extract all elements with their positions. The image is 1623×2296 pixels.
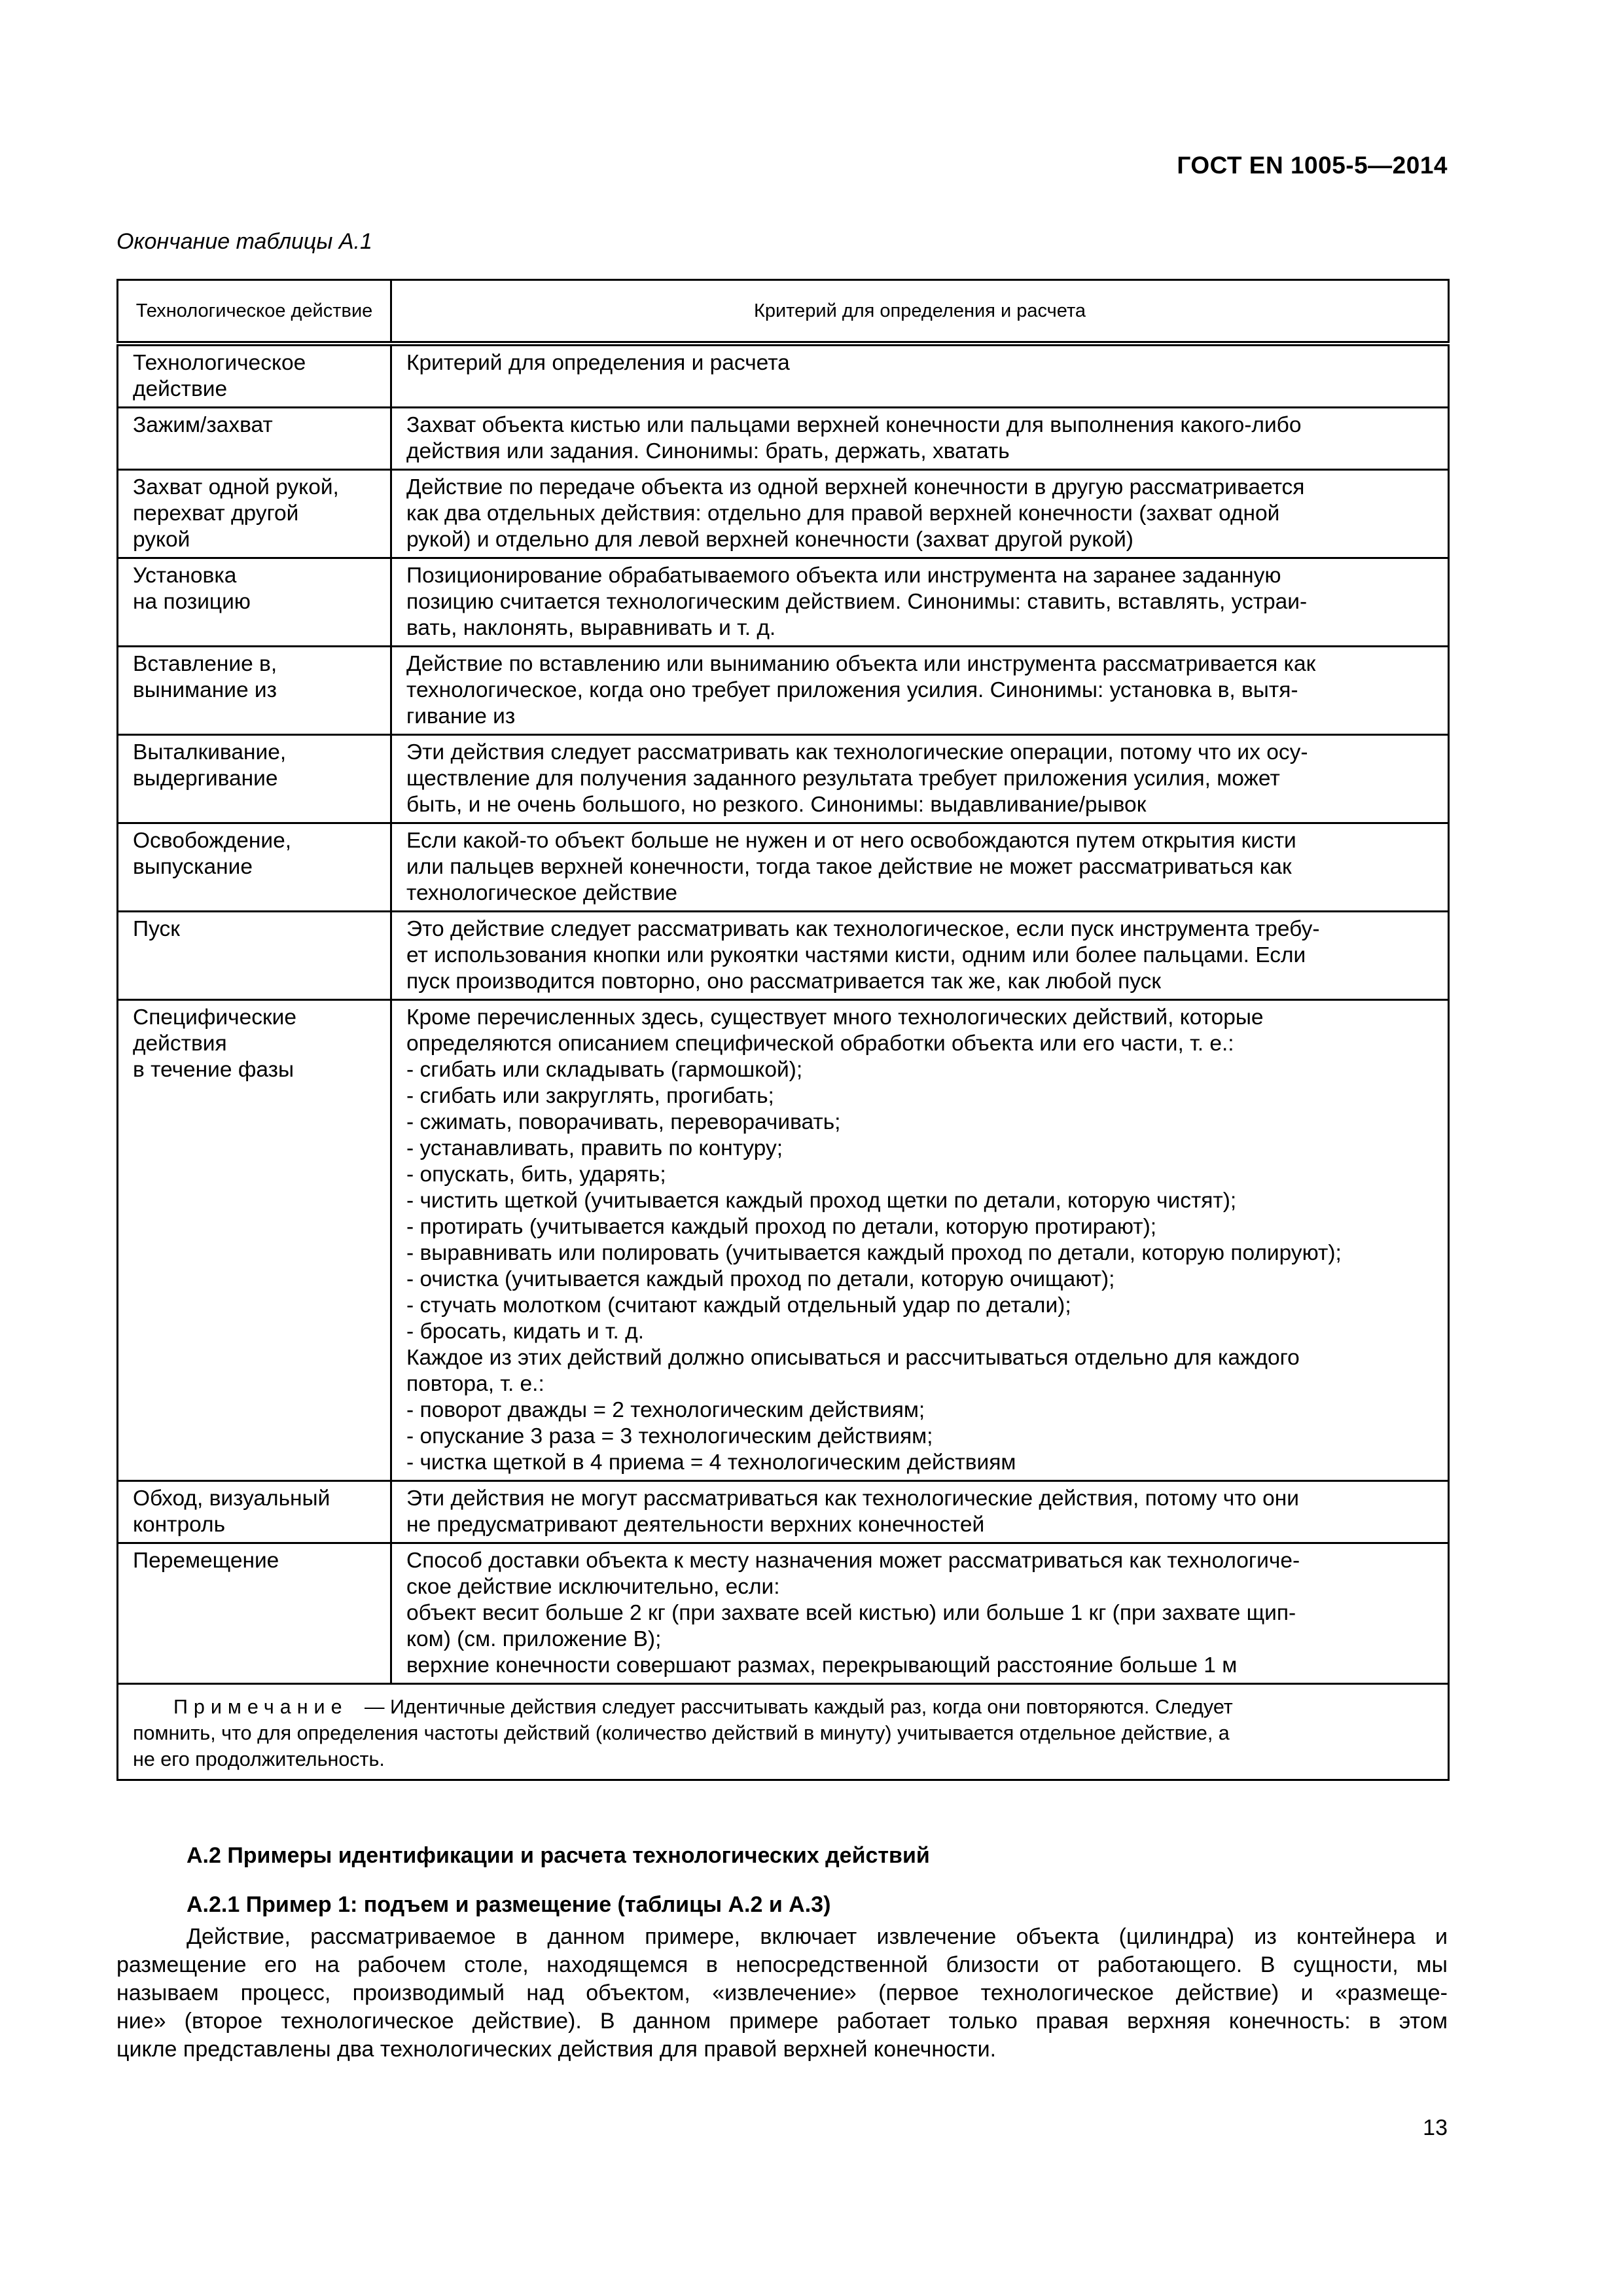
criteria-line: - протирать (учитывается каждый проход по детали, которую протирают); [406,1215,1157,1239]
action-cell [118,647,391,735]
table-row [118,912,1449,1000]
criteria-line: верхние конечности совершают размах, перекрывающий расстояние больше 1 м [406,1653,1238,1677]
action-cell [118,1543,391,1684]
action-cell [118,408,391,470]
action-line: действия [133,1031,227,1056]
action-cell [118,344,391,408]
criteria-cell [391,344,1449,408]
action-line: Технологическое [133,351,306,375]
table-note [118,1684,1449,1780]
criteria-line: Позиционирование обрабатываемого объекта или инструмента на заранее заданную [406,564,1281,588]
criteria-line: - сгибать или складывать (гармошкой); [406,1058,803,1082]
action-line: на позицию [133,590,251,614]
action-line: Освобождение, [133,829,292,853]
table-row [118,470,1449,558]
criteria-line: Эти действия следует рассматривать как технологические операции, потому что их осу- [406,740,1308,764]
column-header-criteria: Критерий для определения и расчета [391,280,1449,344]
criteria-line: - устанавливать, править по контуру; [406,1136,783,1160]
criteria-line: ществление для получения заданного результата требует приложения усилия, может [406,766,1280,791]
criteria-cell [391,470,1449,558]
action-line: Вставление в, [133,652,277,676]
criteria-line: технологическое действие [406,881,678,905]
action-line: выдергивание [133,766,278,791]
criteria-cell [391,1000,1449,1481]
action-cell [118,558,391,647]
criteria-line: пуск производится повторно, оно рассматривается так же, как любой пуск [406,969,1162,994]
criteria-line: повтора, т. е.: [406,1372,544,1396]
table-body [118,344,1449,1684]
criteria-cell [391,408,1449,470]
action-line: Зажим/захват [133,413,273,437]
criteria-line: как два отдельных действия: отдельно для правой верхней конечности (захват одной [406,501,1280,526]
criteria-line: или пальцев верхней конечности, тогда такое действие не может рассматриваться как [406,855,1292,879]
criteria-line: - выравнивать или полировать (учитывается каждый проход по детали, которую полируют); [406,1241,1342,1265]
action-line: Захват одной рукой, [133,475,339,499]
criteria-cell [391,647,1449,735]
paragraph-line: ние» (второе технологическое действие). В данном примере работает только правая верхняя конечность: в этом [116,2009,1448,2034]
criteria-line: не предусматривают деятельности верхних конечностей [406,1513,985,1537]
criteria-line: позицию считается технологическим действием. Синонимы: ставить, вставлять, устраи- [406,590,1308,614]
criteria-line: - опускать, бить, ударять; [406,1162,666,1187]
table-header-row [118,280,1449,344]
criteria-line: Это действие следует рассматривать как технологическое, если пуск инструмента требу- [406,917,1320,941]
example-paragraph [116,1923,1448,2064]
action-line: вынимание из [133,678,277,702]
criteria-line: Каждое из этих действий должно описываться и рассчитываться отдельно для каждого [406,1346,1300,1370]
paragraph-line: Действие, рассматриваемое в данном примере, включает извлечение объекта (цилиндра) из контейнера и [187,1924,1448,1949]
table-row [118,558,1449,647]
action-line: Специфические [133,1005,296,1030]
criteria-cell [391,1543,1449,1684]
page-number: 13 [1423,2115,1448,2140]
action-cell [118,1000,391,1481]
criteria-line: - сжимать, поворачивать, переворачивать; [406,1110,841,1134]
note-text-line: помнить, что для определения частоты действий (количество действий в минуту) учитывается отдельное действие, а [133,1722,1230,1744]
action-line: Обход, визуальный [133,1486,330,1511]
table-row [118,1481,1449,1543]
criteria-line: действия или задания. Синонимы: брать, держать, хватать [406,439,1010,463]
criteria-line: - очистка (учитывается каждый проход по детали, которую очищают); [406,1267,1115,1291]
criteria-line: ком) (см. приложение В); [406,1627,662,1651]
criteria-line: объект весит больше 2 кг (при захвате всей кистью) или больше 1 кг (при захвате щип- [406,1601,1296,1625]
criteria-cell [391,912,1449,1000]
table-row [118,1000,1449,1481]
table-row [118,647,1449,735]
action-cell [118,1481,391,1543]
criteria-line: Если какой-то объект больше не нужен и от него освобождаются путем открытия кисти [406,829,1296,853]
table-row [118,344,1449,408]
action-cell [118,735,391,823]
table-row [118,823,1449,912]
criteria-line: Эти действия не могут рассматриваться как технологические действия, потому что они [406,1486,1299,1511]
action-line: рукой [133,528,190,552]
action-cell [118,912,391,1000]
criteria-line: - чистить щеткой (учитывается каждый проход щетки по детали, которую чистят); [406,1189,1237,1213]
action-line: Установка [133,564,237,588]
criteria-line: Кроме перечисленных здесь, существует много технологических действий, которые [406,1005,1264,1030]
column-header-action: Технологическое действие [118,280,391,344]
paragraph-line: цикле представлены два технологических действия для правой верхней конечности. [116,2037,997,2062]
action-cell [118,823,391,912]
action-line: Перемещение [133,1549,279,1573]
section-heading-a21: А.2.1 Пример 1: подъем и размещение (таблицы А.2 и А.3) [187,1892,831,1917]
criteria-line: - стучать молотком (считают каждый отдельный удар по детали); [406,1293,1071,1318]
criteria-line: ское действие исключительно, если: [406,1575,780,1599]
table-row [118,735,1449,823]
action-line: Выталкивание, [133,740,287,764]
criteria-line: - поворот дважды = 2 технологическим действиям; [406,1398,925,1422]
criteria-line: ет использования кнопки или рукоятки частями кисти, одним или более пальцами. Если [406,943,1306,967]
criteria-line: Способ доставки объекта к месту назначения может рассматриваться как технологиче- [406,1549,1300,1573]
paragraph-line: называем процесс, производимый над объектом, «извлечение» (первое технологическое действие) и «размеще- [116,1981,1448,2005]
criteria-line: Критерий для определения и расчета [406,351,790,375]
action-line: действие [133,377,228,401]
action-line: Пуск [133,917,180,941]
note-text-line: — Идентичные действия следует рассчитывать каждый раз, когда они повторяются. Следует [364,1696,1233,1718]
table-note-row [118,1684,1449,1780]
criteria-cell [391,823,1449,912]
criteria-line: - сгибать или закруглять, прогибать; [406,1084,774,1108]
criteria-cell [391,735,1449,823]
criteria-line: определяются описанием специфической обработки объекта или его части, т. е.: [406,1031,1234,1056]
note-title: Примечание [173,1696,348,1718]
criteria-line: рукой) и отдельно для левой верхней конечности (захват другой рукой) [406,528,1133,552]
criteria-line: Действие по вставлению или выниманию объекта или инструмента рассматривается как [406,652,1316,676]
section-heading-a2: А.2 Примеры идентификации и расчета технологических действий [187,1843,930,1868]
criteria-line: - чистка щеткой в 4 приема = 4 технологическим действиям [406,1450,1016,1475]
action-line: в течение фазы [133,1058,294,1082]
paragraph-line: размещение его на рабочем столе, находящемся в непосредственной близости от работающего. В сущности, мы [116,1952,1448,1977]
action-cell [118,470,391,558]
table-caption: Окончание таблицы А.1 [116,229,372,254]
criteria-line: быть, и не очень большого, но резкого. Синонимы: выдавливание/рывок [406,793,1147,817]
criteria-line: вать, наклонять, выравнивать и т. д. [406,616,776,640]
note-text-line: не его продолжительность. [133,1748,385,1770]
criteria-line: Захват объекта кистью или пальцами верхней конечности для выполнения какого-либо [406,413,1302,437]
table-row [118,408,1449,470]
criteria-line: технологическое, когда оно требует приложения усилия. Синонимы: установка в, вытя- [406,678,1298,702]
actions-table [116,279,1450,1781]
action-line: контроль [133,1513,226,1537]
action-line: перехват другой [133,501,299,526]
criteria-line: Действие по передаче объекта из одной верхней конечности в другую рассматривается [406,475,1305,499]
criteria-cell [391,1481,1449,1543]
document-id: ГОСТ EN 1005-5—2014 [1177,152,1448,179]
criteria-line: гивание из [406,704,516,728]
action-line: выпускание [133,855,253,879]
criteria-line: - опускание 3 раза = 3 технологическим действиям; [406,1424,933,1448]
criteria-cell [391,558,1449,647]
criteria-line: - бросать, кидать и т. д. [406,1319,645,1344]
table-row [118,1543,1449,1684]
